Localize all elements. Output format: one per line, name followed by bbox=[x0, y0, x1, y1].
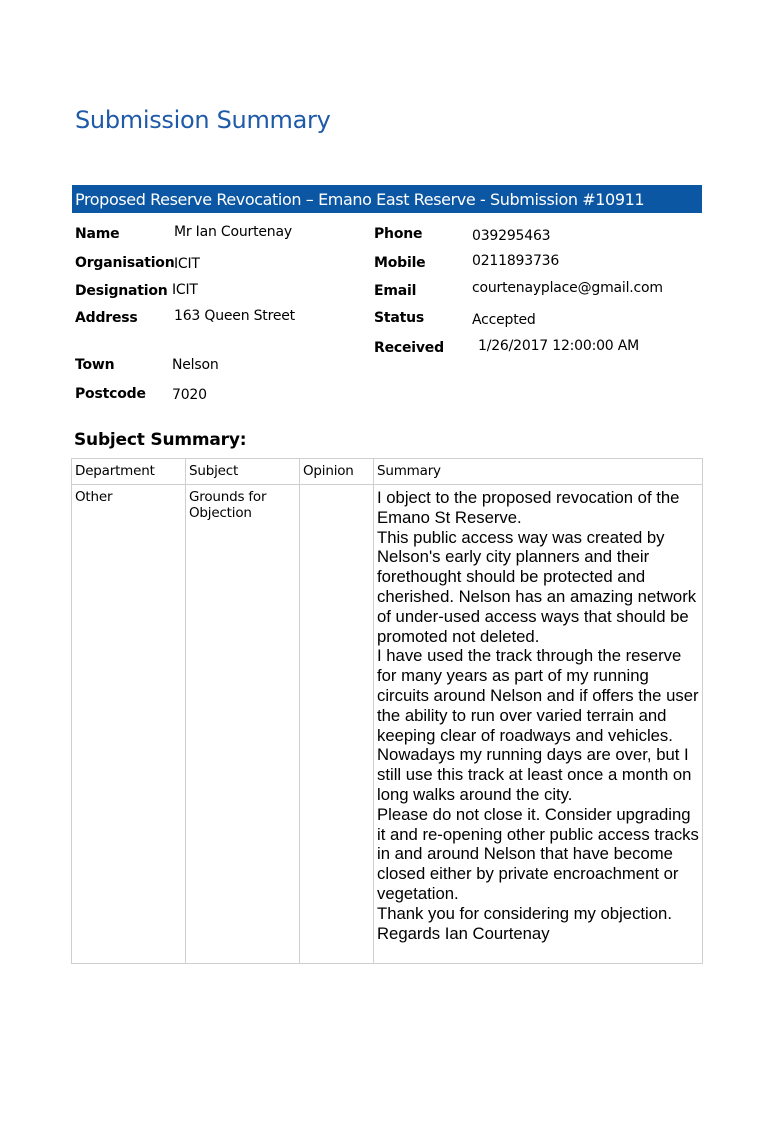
name-label: Name bbox=[75, 226, 120, 242]
name-value: Mr Ian Courtenay bbox=[174, 224, 292, 240]
email-label: Email bbox=[374, 283, 417, 299]
phone-label: Phone bbox=[374, 226, 423, 242]
postcode-label: Postcode bbox=[75, 386, 146, 402]
cell-department: Other bbox=[72, 485, 186, 964]
address-label: Address bbox=[75, 310, 138, 326]
status-label: Status bbox=[374, 310, 425, 326]
table-row bbox=[72, 485, 703, 964]
page-title: Submission Summary bbox=[75, 106, 331, 134]
table-header-row bbox=[72, 459, 703, 485]
summary-text: I object to the proposed revocation of the Emano St Reserve. This public access way was created by Nelson's early city planners and their forethought should be protected and cherished. Nelson has an amazing network of under-used access ways that should be promoted not deleted. I have used the track through the reserve for many years as part of my running circuits around Nelson and if offers the user the ability to run over varied terrain and keeping clear of roadways and vehicles. Nowadays my running days are over, but I still use this track at least once a month on long walks around the city. Please do not close it. Consider upgrading it and re-opening other public access tracks in and around Nelson that have become closed either by private encroachment or vegetation. Thank you for considering my objection. Regards Ian Courtenay bbox=[377, 488, 699, 943]
town-value: Nelson bbox=[172, 357, 219, 373]
postcode-value: 7020 bbox=[172, 387, 207, 403]
mobile-label: Mobile bbox=[374, 255, 426, 271]
address-value: 163 Queen Street bbox=[174, 308, 295, 324]
designation-label: Designation bbox=[75, 283, 168, 299]
cell-opinion bbox=[300, 485, 374, 964]
organisation-value: ICIT bbox=[174, 256, 200, 272]
column-header-summary: Summary bbox=[374, 459, 703, 485]
status-value: Accepted bbox=[472, 312, 536, 328]
column-header-opinion: Opinion bbox=[300, 459, 374, 485]
cell-subject: Grounds for Objection bbox=[186, 485, 300, 964]
organisation-label: Organisation bbox=[75, 255, 175, 271]
column-header-department: Department bbox=[72, 459, 186, 485]
cell-summary bbox=[374, 485, 703, 964]
phone-value: 039295463 bbox=[472, 228, 551, 244]
town-label: Town bbox=[75, 357, 115, 373]
email-value: courtenayplace@gmail.com bbox=[472, 280, 663, 296]
mobile-value: 0211893736 bbox=[472, 253, 560, 269]
column-header-subject: Subject bbox=[186, 459, 300, 485]
received-label: Received bbox=[374, 340, 444, 356]
submission-banner: Proposed Reserve Revocation – Emano East Reserve - Submission #10911 bbox=[72, 185, 702, 213]
subject-summary-heading: Subject Summary: bbox=[74, 430, 247, 450]
received-value: 1/26/2017 12:00:00 AM bbox=[478, 338, 640, 354]
designation-value: ICIT bbox=[172, 282, 198, 298]
subject-summary-table bbox=[71, 458, 703, 964]
